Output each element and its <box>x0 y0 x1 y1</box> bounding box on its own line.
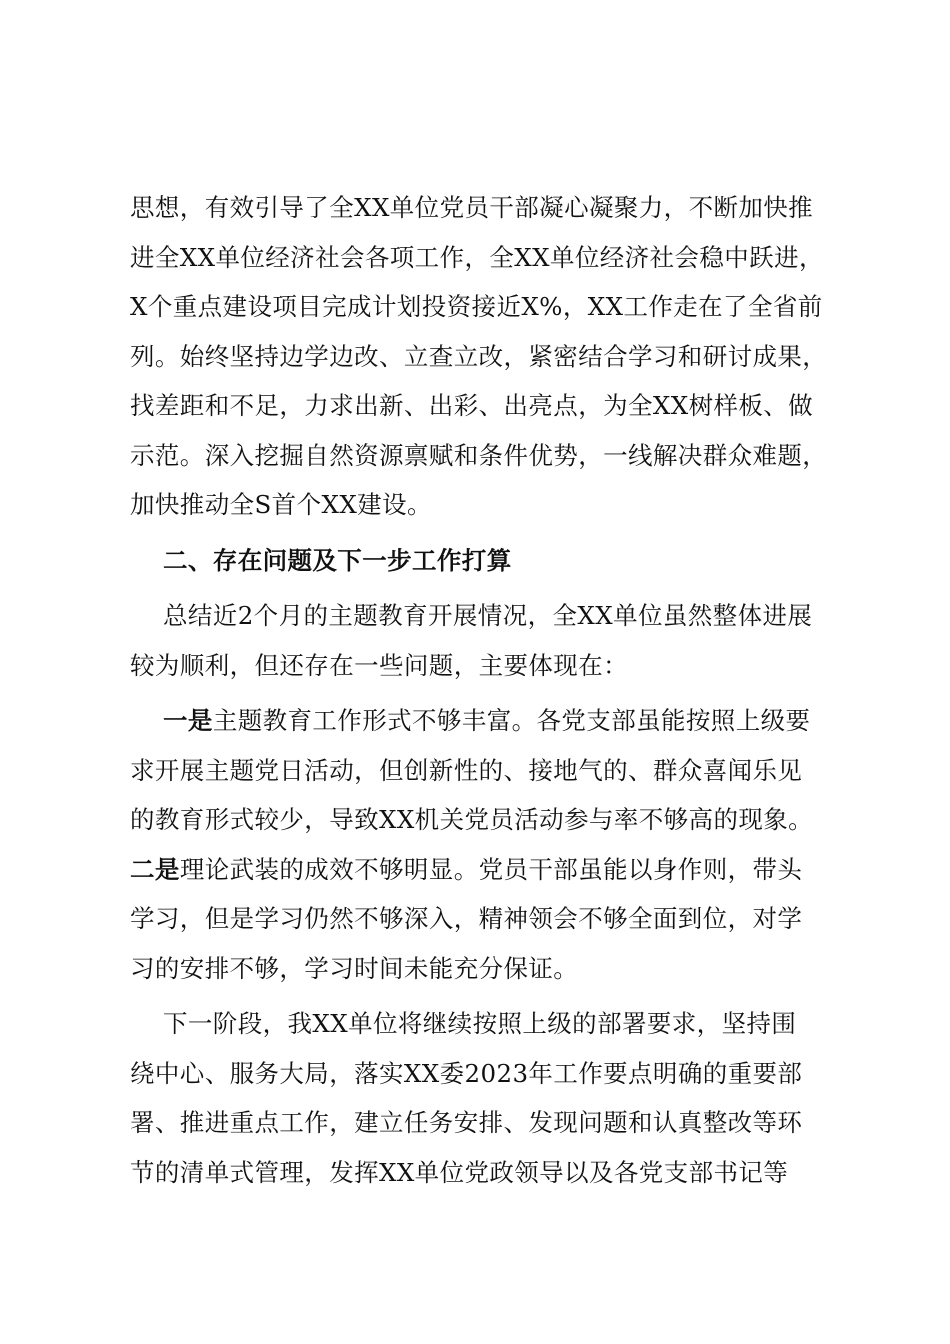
problem-two-lead: 二是 <box>130 854 180 884</box>
problem-one-first-line: 主题教育工作形式不够丰富。各党支部虽能按照上级要 <box>212 706 811 735</box>
text-line: 加快推动全S首个XX建设。 <box>130 490 432 519</box>
document-body <box>130 183 830 1197</box>
problem-one-paragraph <box>130 696 830 845</box>
text-line: 学习，但是学习仍然不够深入，精神领会不够全面到位，对学 <box>130 904 803 933</box>
text-line: 较为顺利，但还存在一些问题，主要体现在： <box>130 650 628 680</box>
text-line: 绕中心、服务大局，落实XX委2023年工作要点明确的重要部 <box>130 1058 803 1088</box>
text-line: 下一阶段，我XX单位将继续按照上级的部署要求，坚持围 <box>163 1009 797 1038</box>
text-line: 节的清单式管理，发挥XX单位党政领导以及各党支部书记等 <box>130 1157 789 1187</box>
text-line: 署、推进重点工作，建立任务安排、发现问题和认真整改等环 <box>130 1108 803 1137</box>
summary-paragraph <box>130 591 830 690</box>
text-line: 找差距和不足，力求出新、出彩、出亮点，为全XX树样板、做 <box>130 391 814 420</box>
problem-two-paragraph <box>130 845 830 994</box>
text-line: 列。始终坚持边学边改、立查立改，紧密结合学习和研讨成果， <box>130 341 828 371</box>
paragraph-continuation <box>130 183 830 530</box>
text-line: 思想，有效引导了全XX单位党员干部凝心凝聚力，不断加快推 <box>130 193 814 222</box>
next-stage-paragraph <box>130 999 830 1197</box>
text-line: 总结近2个月的主题教育开展情况，全XX单位虽然整体进展 <box>163 601 813 630</box>
section-heading: 二、存在问题及下一步工作打算 <box>163 545 512 575</box>
problem-one-lead: 一是 <box>163 706 213 735</box>
text-line: 的教育形式较少，导致XX机关党员活动参与率不够高的现象。 <box>130 805 814 834</box>
text-line: 习的安排不够，学习时间未能充分保证。 <box>130 953 579 983</box>
text-line: 进全XX单位经济社会各项工作，全XX单位经济社会稳中跃进， <box>130 242 824 272</box>
text-line: X个重点建设项目完成计划投资接近X%，XX工作走在了全省前 <box>130 292 823 321</box>
text-line: 求开展主题党日活动，但创新性的、接地气的、群众喜闻乐见 <box>130 755 803 785</box>
problem-two-first-line: 理论武装的成效不够明显。党员干部虽能以身作则，带头 <box>179 854 803 884</box>
text-line <box>130 696 830 746</box>
text-line <box>130 845 830 895</box>
text-line: 示范。深入挖掘自然资源禀赋和条件优势，一线解决群众难题， <box>130 440 828 470</box>
